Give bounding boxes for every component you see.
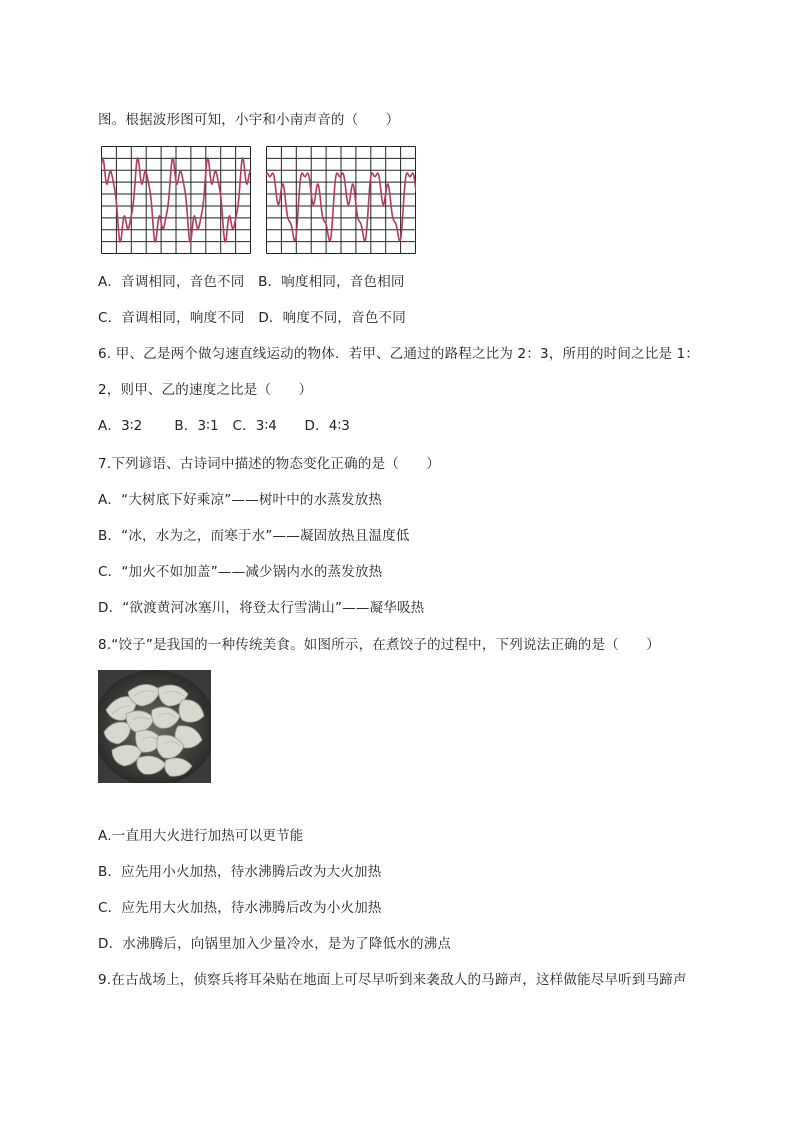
q8-option-d: D．水沸腾后，向锅里加入少量冷水，是为了降低水的沸点 [98,936,452,952]
q8-option-a: A.一直用大火进行加热可以更节能 [98,828,304,844]
waveform-figure-right [266,146,416,254]
waveform-figure-left [101,146,251,254]
q5-stem-tail: 图。根据波形图可知，小宇和小南声音的（ ） [98,112,400,128]
q6-stem-line2: 2，则甲、乙的速度之比是（ ） [98,382,313,398]
q8-option-b: B．应先用小火加热，待水沸腾后改为大火加热 [98,864,382,880]
q7-option-d: D．“欲渡黄河冰塞川，将登太行雪满山”——凝华吸热 [98,600,425,616]
q8-option-c: C．应先用大火加热，待水沸腾后改为小火加热 [98,900,382,916]
dumplings-illustration [98,670,211,783]
q7-stem: 7.下列谚语、古诗词中描述的物态变化正确的是（ ） [98,456,441,472]
waveform-left-svg [101,146,251,254]
q5-options-ab: A．音调相同，音色不同 B．响度相同，音色相同 [98,274,405,290]
left-grid [102,147,251,254]
q7-option-a: A．“大树底下好乘凉”——树叶中的水蒸发放热 [98,492,383,508]
q7-option-c: C．“加火不如加盖”——减少锅内水的蒸发放热 [98,564,383,580]
q9-stem: 9.在古战场上，侦察兵将耳朵贴在地面上可尽早听到来袭敌人的马蹄声，这样做能尽早听到马蹄声 [98,972,687,988]
q5-options-cd: C．音调相同，响度不同 D．响度不同，音色不同 [98,310,406,326]
right-grid [267,147,416,254]
q8-stem: 8.“饺子”是我国的一种传统美食。如图所示，在煮饺子的过程中，下列说法正确的是（ ） [98,637,660,653]
q6-stem-line1: 6. 甲、乙是两个做匀速直线运动的物体．若甲、乙通过的路程之比为 2：3，所用的时间之比是 1： [98,346,700,362]
dumplings-photo [98,670,211,783]
q6-options: A．3∶2 B．3∶1 C．3∶4 D．4∶3 [98,418,351,434]
waveform-right-svg [266,146,416,254]
q7-option-b: B．“冰，水为之，而寒于水”——凝固放热且温度低 [98,528,410,544]
